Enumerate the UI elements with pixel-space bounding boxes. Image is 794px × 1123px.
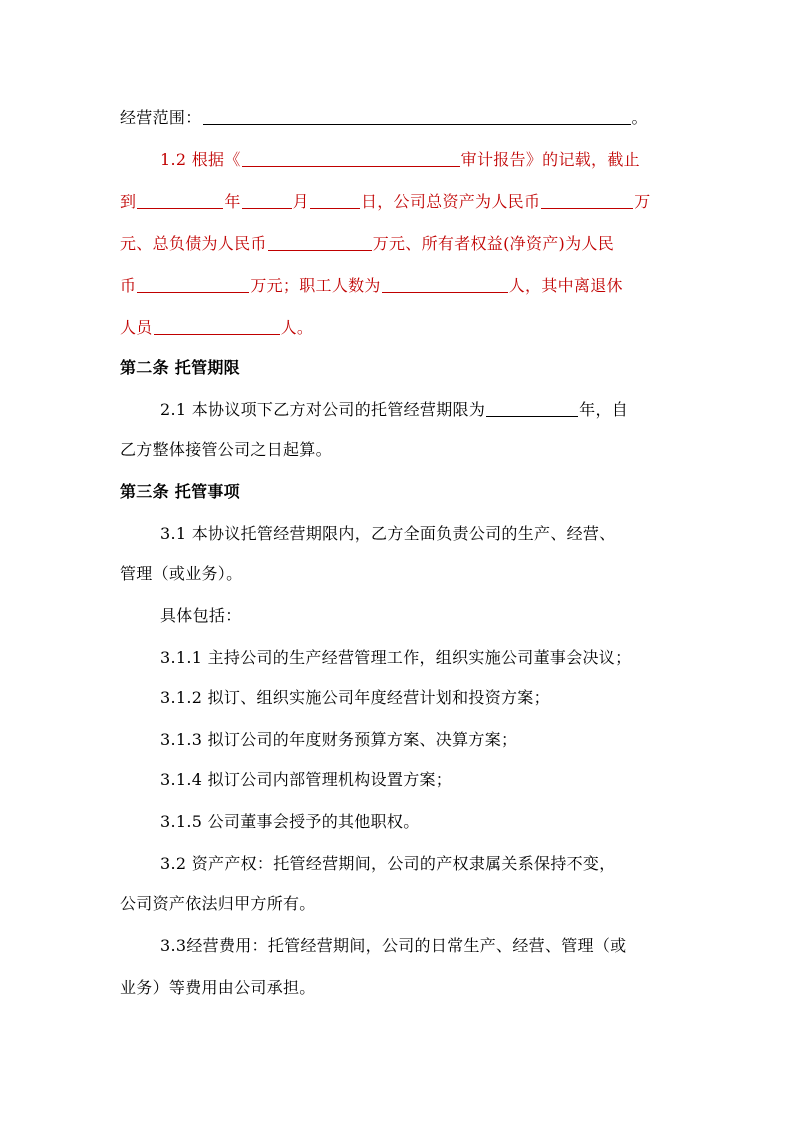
sec-1-2-line-2 [120, 188, 680, 216]
employee-count-blank [382, 274, 508, 293]
text: 2.1 本协议项下乙方对公司的托管经营期限为 [160, 400, 486, 419]
text: 万元；职工人数为 [250, 276, 381, 295]
sec-1-2-line-4 [120, 272, 680, 300]
item-3-1-5: 3.1.5 公司董事会授予的其他职权。 [160, 812, 420, 831]
term-years-blank [486, 398, 578, 417]
retired-count-blank [154, 316, 280, 335]
scope-line [120, 104, 680, 132]
text: 元、总负债为人民币 [120, 234, 267, 253]
art-2-1-line-1 [160, 396, 680, 424]
text: 万 [634, 192, 651, 211]
item-3-1-2: 3.1.2 拟订、组织实施公司年度经营计划和投资方案； [160, 688, 550, 707]
text: 审计报告》的记载，截止 [460, 150, 640, 169]
day-blank [310, 190, 360, 209]
art-3-1-line-2: 管理（或业务）。 [120, 564, 243, 583]
includes-label: 具体包括： [160, 606, 242, 625]
text: 年，自 [579, 400, 629, 419]
art-3-2-line-1: 3.2 资产产权：托管经营期间，公司的产权隶属关系保持不变， [160, 854, 616, 873]
item-3-1-3: 3.1.3 拟订公司的年度财务预算方案、决算方案； [160, 730, 518, 749]
art-3-3-line-1: 3.3经营费用：托管经营期间，公司的日常生产、经营、管理（或 [160, 936, 627, 955]
text: 到 [120, 192, 137, 211]
art-2-1-line-2: 乙方整体接管公司之日起算。 [120, 440, 332, 459]
sec-1-2-line-3 [120, 230, 680, 258]
text: 月 [292, 192, 309, 211]
text: 人员 [120, 318, 153, 337]
total-assets-blank [541, 190, 633, 209]
text: 人，其中离退休 [508, 276, 623, 295]
article-3-heading: 第三条 托管事项 [120, 482, 240, 501]
text: 1.2 根据《 [160, 150, 241, 169]
art-3-3-line-2: 业务）等费用由公司承担。 [120, 978, 316, 997]
sec-1-2-line-5 [120, 314, 680, 342]
item-3-1-1: 3.1.1 主持公司的生产经营管理工作，组织实施公司董事会决议； [160, 648, 632, 667]
text: 日，公司总资产为人民币 [360, 192, 541, 211]
item-3-1-4: 3.1.4 拟订公司内部管理机构设置方案； [160, 770, 453, 789]
art-3-1-line-1: 3.1 本协议托管经营期限内，乙方全面负责公司的生产、经营、 [160, 524, 616, 543]
art-3-2-line-2: 公司资产依法归甲方所有。 [120, 894, 316, 913]
article-2-heading: 第二条 托管期限 [120, 358, 240, 377]
text: 万元、所有者权益(净资产)为人民 [372, 234, 614, 253]
total-liabilities-blank [268, 232, 372, 251]
scope-label: 经营范围： [120, 108, 202, 127]
sec-1-2-line-1 [160, 146, 680, 174]
scope-end: 。 [631, 108, 648, 127]
text: 年 [224, 192, 241, 211]
year-blank [137, 190, 223, 209]
text: 币 [120, 276, 137, 295]
net-assets-blank [137, 274, 249, 293]
text: 人。 [280, 318, 314, 337]
month-blank [242, 190, 292, 209]
audit-report-blank [242, 148, 460, 167]
scope-blank [203, 106, 631, 125]
